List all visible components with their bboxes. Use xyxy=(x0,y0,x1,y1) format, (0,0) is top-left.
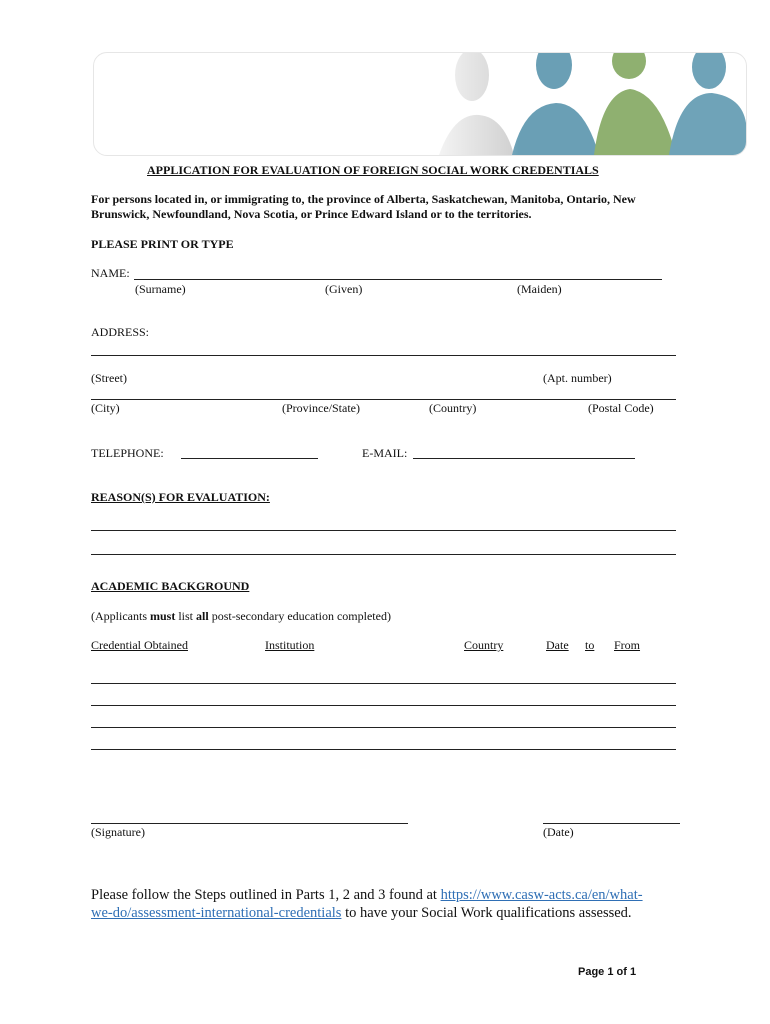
academic-row-field-3[interactable] xyxy=(91,712,676,728)
name-label: NAME: xyxy=(91,266,130,280)
header-logo-banner xyxy=(93,52,747,156)
col-country: Country xyxy=(464,638,504,652)
academic-heading: ACADEMIC BACKGROUND xyxy=(91,579,250,593)
page-number: Page 1 of 1 xyxy=(578,966,637,978)
street-field[interactable] xyxy=(91,340,676,356)
steps-instruction: Please follow the Steps outlined in Parts 1, 2 and 3 found at https://www.casw-acts.ca/en/what- we-do/assessment-international-credentials to have your Social Work qualifications assessed. xyxy=(91,887,643,921)
country-caption: (Country) xyxy=(429,401,477,415)
name-field[interactable] xyxy=(134,264,662,280)
telephone-label: TELEPHONE: xyxy=(91,446,164,460)
reason-field-2[interactable] xyxy=(91,539,676,555)
email-field[interactable] xyxy=(413,443,635,459)
green-figure-icon xyxy=(594,53,676,155)
print-instruction: PLEASE PRINT OR TYPE xyxy=(91,237,234,251)
province-caption: (Province/State) xyxy=(282,401,360,415)
casw-link-part-2[interactable]: we-do/assessment-international-credentials xyxy=(91,905,342,921)
email-label: E-MAIL: xyxy=(362,446,408,460)
casw-link-part-1[interactable]: https://www.casw-acts.ca/en/what- xyxy=(440,887,643,903)
city-province-field[interactable] xyxy=(91,384,676,400)
academic-row-field-2[interactable] xyxy=(91,690,676,706)
col-institution: Institution xyxy=(265,638,315,652)
date-caption: (Date) xyxy=(543,825,574,839)
telephone-field[interactable] xyxy=(181,443,318,459)
signature-field[interactable] xyxy=(91,808,408,824)
intro-text-line-2: Brunswick, Newfoundland, Nova Scotia, or Prince Edward Island or to the territories. xyxy=(91,207,532,221)
academic-note: (Applicants must list all post-secondary education completed) xyxy=(91,609,391,623)
given-caption: (Given) xyxy=(325,282,363,296)
postal-code-caption: (Postal Code) xyxy=(588,401,654,415)
col-credential-obtained: Credential Obtained xyxy=(91,638,188,652)
col-date: Date xyxy=(546,638,569,652)
surname-caption: (Surname) xyxy=(135,282,186,296)
people-logo-graphic xyxy=(94,53,746,155)
teal-figure-icon xyxy=(669,53,746,155)
signature-caption: (Signature) xyxy=(91,825,145,839)
date-field[interactable] xyxy=(543,808,680,824)
street-caption: (Street) xyxy=(91,371,127,385)
academic-row-field-4[interactable] xyxy=(91,734,676,750)
apt-caption: (Apt. number) xyxy=(543,371,612,385)
address-label: ADDRESS: xyxy=(91,325,150,339)
reason-field-1[interactable] xyxy=(91,515,676,531)
col-to: to xyxy=(585,638,595,652)
col-from: From xyxy=(614,638,641,652)
intro-text-line-1: For persons located in, or immigrating to, the province of Alberta, Saskatchewan, Manitoba, Ontario, New xyxy=(91,192,636,206)
academic-row-field-1[interactable] xyxy=(91,668,676,684)
reasons-heading: REASON(S) FOR EVALUATION: xyxy=(91,490,270,504)
city-caption: (City) xyxy=(91,401,120,415)
form-title: APPLICATION FOR EVALUATION OF FOREIGN SOCIAL WORK CREDENTIALS xyxy=(147,163,599,177)
maiden-caption: (Maiden) xyxy=(517,282,562,296)
